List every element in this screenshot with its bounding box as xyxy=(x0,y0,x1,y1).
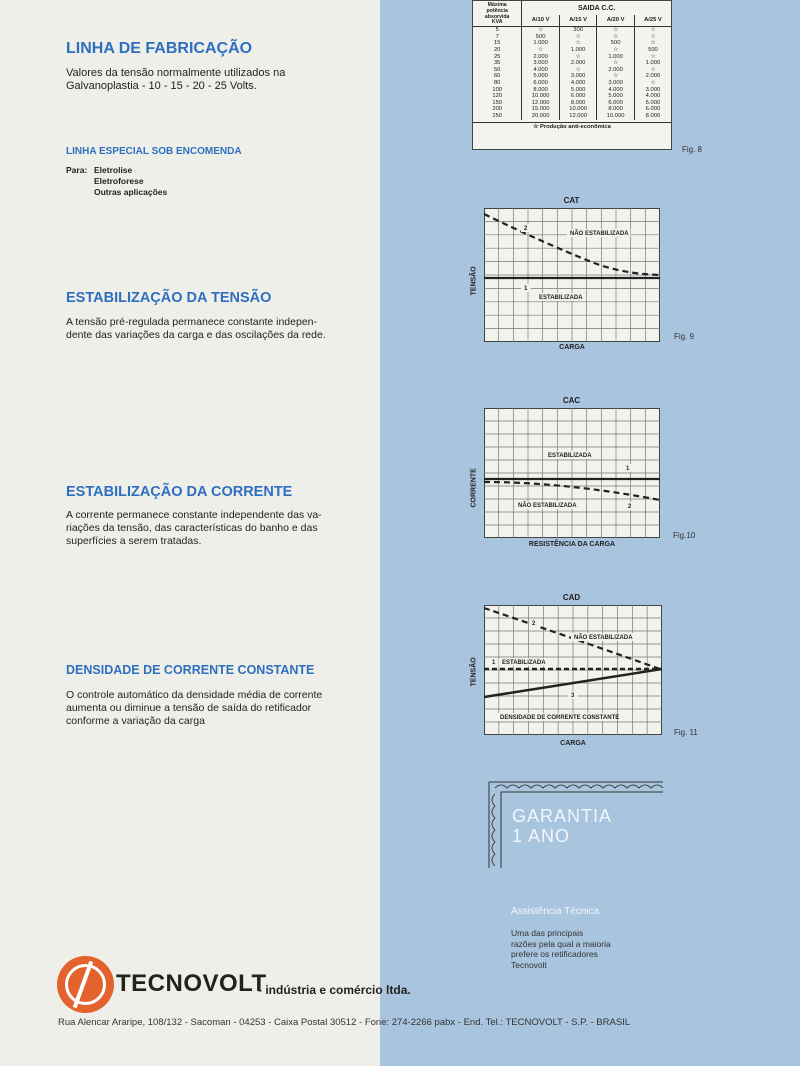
table-cell: 1.000 xyxy=(634,60,671,67)
chart-cad xyxy=(484,605,662,735)
chart-title-cad: CAD xyxy=(562,593,581,602)
table-cell: 5.000 xyxy=(522,73,560,80)
section-title-linha-especial: LINHA ESPECIAL SOB ENCOMENDA xyxy=(66,146,242,157)
series-label-stabilized: ESTABILIZADA xyxy=(502,660,546,666)
series-number: 1 xyxy=(524,286,528,292)
table-cell: ☆ xyxy=(559,40,597,47)
section-text-line: A corrente permanece constante independente das va- xyxy=(66,509,322,521)
table-head-line: absorvida xyxy=(484,13,510,20)
assist-title: Assistência Técnica xyxy=(511,906,600,917)
table-cell: 20 xyxy=(493,46,501,53)
table-head-left xyxy=(473,1,522,27)
table-cell: ☆ xyxy=(597,34,635,41)
table-cell: 6.000 xyxy=(634,106,671,113)
table-cell: ☆ xyxy=(522,47,560,54)
table-cell: 6.000 xyxy=(522,80,560,87)
brand-name: TECNOVOLT xyxy=(116,970,267,997)
table-cell: 10.000 xyxy=(559,106,597,113)
table-cell: ☆ xyxy=(597,73,635,80)
table-cell: 100 xyxy=(492,86,503,93)
series-number: 2 xyxy=(524,226,528,232)
table-row xyxy=(473,27,671,34)
table-head-line: KVA xyxy=(491,19,503,26)
chart-cat xyxy=(484,208,660,342)
table-cell: ☆ xyxy=(522,27,560,34)
section-text-line: Galvanoplastia - 10 - 15 - 20 - 25 Volts. xyxy=(66,80,257,92)
table-cell: 8.000 xyxy=(559,100,597,107)
table-row xyxy=(473,47,671,54)
assist-line: prefere os retificadores xyxy=(511,949,598,959)
table-row xyxy=(473,40,671,47)
section-title-estabilizacao-tensao: ESTABILIZAÇÃO DA TENSÃO xyxy=(66,290,272,306)
table-cell: 2.000 xyxy=(597,67,635,74)
fig-label-10: Fig.10 xyxy=(673,531,696,540)
series-label-unstabilized: NÃO ESTABILIZADA xyxy=(570,231,629,237)
list-item: Eletroforese xyxy=(94,176,144,186)
para-label: Para: xyxy=(66,165,88,175)
table-col-header: A/25 V xyxy=(634,15,671,27)
table-row xyxy=(473,34,671,41)
table-cell: 3.000 xyxy=(522,60,560,67)
section-text-line: O controle automático da densidade média de corrente xyxy=(66,689,323,701)
table-col-header: A/20 V xyxy=(597,15,635,27)
table-cell: ☆ xyxy=(597,27,635,34)
table-cell: 1.000 xyxy=(597,54,635,61)
table-cell: 4.000 xyxy=(559,80,597,87)
table-cell: 10.000 xyxy=(597,113,635,120)
assist-line: Tecnovolt xyxy=(511,959,547,970)
chart-ylabel-cac: CORRENTE xyxy=(470,468,478,508)
table-cell: 2.000 xyxy=(559,60,597,67)
table-cell: 300 xyxy=(559,27,597,34)
capacity-table-grid xyxy=(473,1,671,120)
table-cell: 250 xyxy=(492,112,503,119)
table-cell: 5.000 xyxy=(559,87,597,94)
table-cell: 4.000 xyxy=(634,93,671,100)
table-col-header: A/10 V xyxy=(522,15,560,27)
table-cell: 1.000 xyxy=(559,47,597,54)
table-row xyxy=(473,87,671,94)
table-cell: 25 xyxy=(493,53,501,60)
table-cell: 12.000 xyxy=(522,100,560,107)
fig-label-8: Fig. 8 xyxy=(682,145,703,154)
list-item: Outras aplicações xyxy=(94,187,168,197)
garantia-text xyxy=(512,806,612,846)
section-text-line: riações da tensão, das características do banho e das xyxy=(66,522,318,534)
table-cell: 5.000 xyxy=(634,100,671,107)
table-row xyxy=(473,60,671,67)
chart-title-cat: CAT xyxy=(563,196,580,205)
table-cell: ☆ xyxy=(559,54,597,61)
assist-line: Uma das principais xyxy=(511,928,584,938)
series-number: 1 xyxy=(492,660,496,666)
brand-subtitle: - indústria e comércio ltda. xyxy=(258,983,411,997)
chart-ylabel-cad: TENSÃO xyxy=(470,657,478,687)
table-cell: 500 xyxy=(597,40,635,47)
table-cell: ☆ xyxy=(559,67,597,74)
chart-xlabel-cac: RESISTÊNCIA DA CARGA xyxy=(528,541,616,548)
table-cell: 4.000 xyxy=(522,67,560,74)
table-row xyxy=(473,100,671,107)
table-cell: 12.000 xyxy=(559,113,597,120)
table-cell: 1.000 xyxy=(522,40,560,47)
chart-cac xyxy=(484,408,660,538)
table-cell: 80 xyxy=(493,79,501,86)
series-label-stabilized: ESTABILIZADA xyxy=(548,453,592,459)
table-cell: ☆ xyxy=(634,34,671,41)
section-text-line: dente das variações da carga e das oscilações da rede. xyxy=(66,329,326,341)
section-text-line: aumenta ou diminue a tensão de saída do retificador xyxy=(66,702,312,714)
table-cell: 2.000 xyxy=(522,54,560,61)
table-cell: 3.000 xyxy=(597,80,635,87)
series-label-stabilized: ESTABILIZADA xyxy=(539,295,583,301)
table-cell: 2.000 xyxy=(634,73,671,80)
garantia-line: GARANTIA xyxy=(512,806,613,826)
table-cell: 20.000 xyxy=(522,113,560,120)
table-row xyxy=(473,67,671,74)
table-cell: 5 xyxy=(495,27,499,34)
table-cell: 4.000 xyxy=(597,87,635,94)
table-cell: 200 xyxy=(492,106,503,113)
table-cell: 15 xyxy=(493,40,501,47)
table-cell: 15.000 xyxy=(522,106,560,113)
table-cell: 60 xyxy=(493,73,501,80)
series-number: 2 xyxy=(532,621,536,627)
table-row xyxy=(473,54,671,61)
table-cell: ☆ xyxy=(597,47,635,54)
section-title-densidade-corrente: DENSIDADE DE CORRENTE CONSTANTE xyxy=(66,663,315,677)
section-text-line: A tensão pré-regulada permanece constante indepen- xyxy=(66,316,318,328)
table-cell: 6.000 xyxy=(597,100,635,107)
table-row xyxy=(473,73,671,80)
table-row xyxy=(473,80,671,87)
chart-title-cac: CAC xyxy=(562,396,581,405)
table-head-group: SAIDA C.C. xyxy=(522,1,671,15)
list-item: Eletrolise xyxy=(94,165,133,175)
section-title-linha-fabricacao: LINHA DE FABRICAÇÃO xyxy=(66,40,253,57)
table-cell: 50 xyxy=(493,66,501,73)
table-footnote: ☆ Produção anti-econômica xyxy=(473,122,671,130)
table-head-line: Máxima xyxy=(487,2,507,8)
table-cell: ☆ xyxy=(597,60,635,67)
table-cell: 5.000 xyxy=(597,93,635,100)
assist-line: razões pela qual a maioria xyxy=(511,938,611,949)
table-cell: 10.000 xyxy=(522,93,560,100)
table-cell: 35 xyxy=(493,60,501,67)
table-cell: 8.000 xyxy=(522,87,560,94)
section-text-line: superfícies a serem tratadas. xyxy=(66,535,202,547)
table-cell: 7 xyxy=(495,33,499,40)
table-cell: 500 xyxy=(522,34,560,41)
section-text-line: Valores da tensão normalmente utilizados na xyxy=(66,67,286,79)
chart-xlabel-cat: CARGA xyxy=(559,344,585,351)
series-label-unstabilized: NÃO ESTABILIZADA xyxy=(574,635,633,641)
chart-ylabel-cat: TENSÃO xyxy=(470,266,478,296)
table-cell: 150 xyxy=(492,99,503,106)
table-cell: 3.000 xyxy=(634,87,671,94)
table-cell: ☆ xyxy=(634,67,671,74)
table-cell: ☆ xyxy=(634,40,671,47)
table-head-line: potência xyxy=(486,7,508,14)
section-text-line: conforme a variação da carga xyxy=(66,715,205,727)
table-cell: ☆ xyxy=(634,54,671,61)
series-number: 2 xyxy=(628,504,632,510)
table-row xyxy=(473,113,671,120)
garantia-line: 1 ANO xyxy=(512,826,571,846)
assist-body xyxy=(511,928,611,970)
tecnovolt-logo-icon xyxy=(57,956,114,1013)
table-cell: 3.000 xyxy=(559,73,597,80)
table-cell: ☆ xyxy=(634,27,671,34)
table-cell: ☆ xyxy=(559,34,597,41)
footer-address: Rua Alencar Araripe, 108/132 - Sacoman - 04253 - Caixa Postal 30512 - Fone: 274-2266 pabx - End. Tel.: TECNOVOLT - S.P. - BRASIL xyxy=(58,1017,631,1028)
table-cell: 8.000 xyxy=(597,106,635,113)
section-title-estabilizacao-corrente: ESTABILIZAÇÃO DA CORRENTE xyxy=(66,484,293,500)
series-number: 3 xyxy=(571,693,575,699)
table-cell: 8.000 xyxy=(634,113,671,120)
table-cell: 120 xyxy=(492,93,503,100)
fig-label-11: Fig. 11 xyxy=(674,728,698,737)
series-label-unstabilized: NÃO ESTABILIZADA xyxy=(518,503,577,509)
table-row xyxy=(473,106,671,113)
table-cell: 6.000 xyxy=(559,93,597,100)
series-number: 1 xyxy=(626,466,630,472)
table-cell: 500 xyxy=(634,47,671,54)
table-row xyxy=(473,93,671,100)
table-col-header: A/15 V xyxy=(559,15,597,27)
chart-xlabel-cad: CARGA xyxy=(560,740,586,747)
fig-label-9: Fig. 9 xyxy=(674,332,695,341)
table-cell: ☆ xyxy=(634,80,671,87)
capacity-table xyxy=(472,0,672,150)
series-label-density: DENSIDADE DE CORRENTE CONSTANTE xyxy=(500,715,620,721)
